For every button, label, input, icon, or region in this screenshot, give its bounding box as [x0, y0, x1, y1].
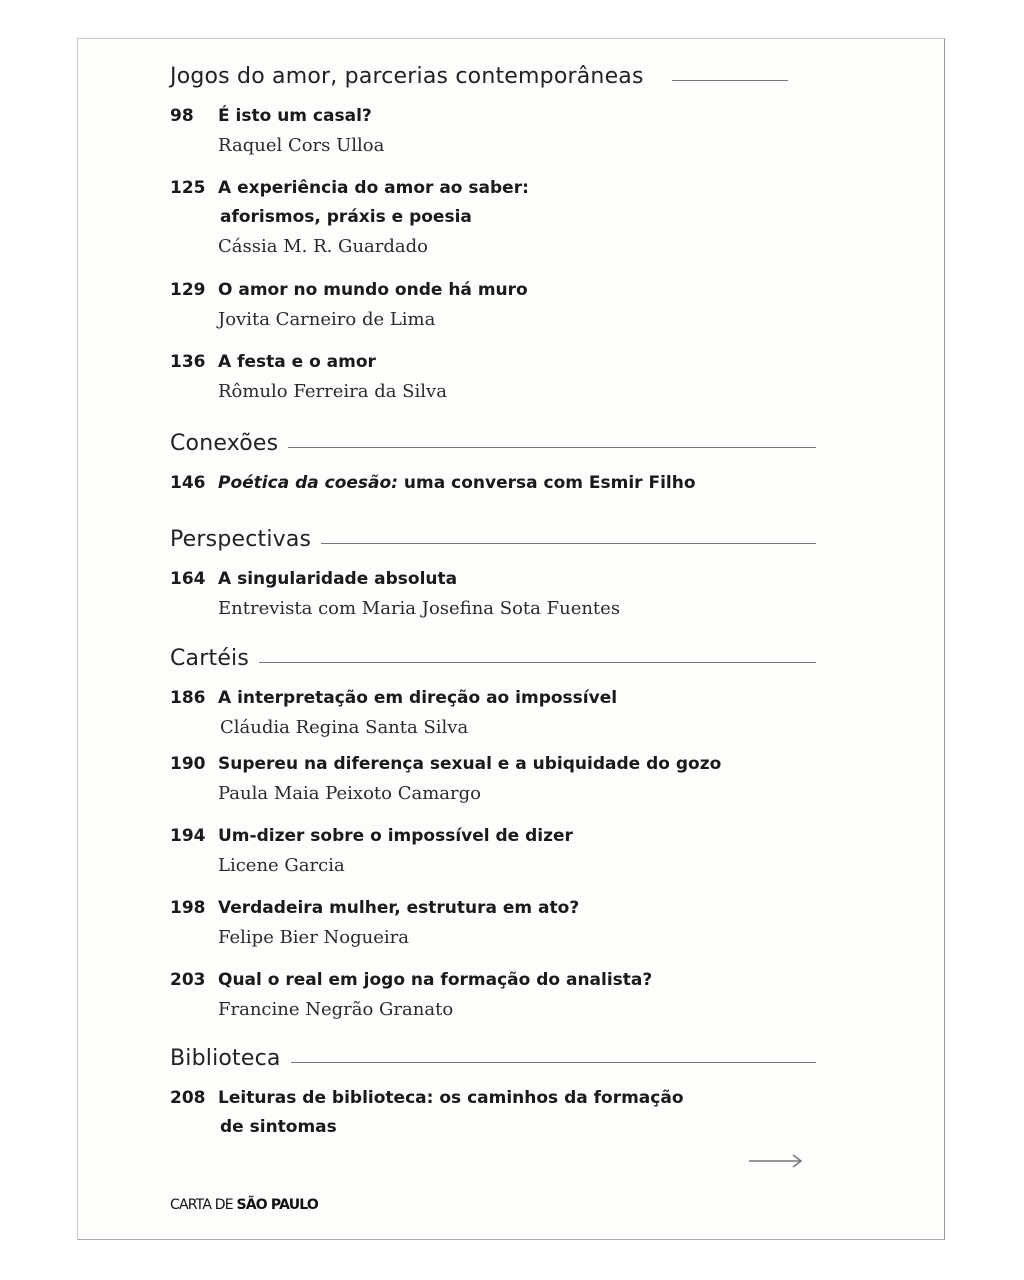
section-rule: [291, 1062, 816, 1063]
entry-author: Paula Maia Peixoto Camargo: [218, 783, 481, 804]
section-title: Biblioteca: [170, 1046, 281, 1071]
section-rule: [321, 543, 816, 544]
page-number: 208: [170, 1088, 206, 1108]
section-jogos-do-amor: [170, 64, 816, 94]
entry-title-line2: de sintomas: [220, 1117, 337, 1137]
logo-text-bold: SÃO PAULO: [236, 1197, 319, 1213]
entry-title: [218, 469, 696, 498]
entry-title-italic: Poética da coesão:: [218, 473, 399, 493]
entry-title: A singularidade absoluta: [218, 569, 458, 589]
page-number: 129: [170, 280, 206, 300]
entry-author: Rômulo Ferreira da Silva: [218, 381, 447, 402]
entry-author: Licene Garcia: [218, 855, 345, 876]
entry-author: Francine Negrão Granato: [218, 999, 454, 1020]
page-number: 125: [170, 178, 206, 198]
entry-title: A interpretação em direção ao impossível: [218, 688, 618, 708]
page-number: 186: [170, 688, 206, 708]
page-number: 198: [170, 898, 206, 918]
section-title: Perspectivas: [170, 527, 312, 552]
page-number: 203: [170, 970, 206, 990]
entry-title: Um-dizer sobre o impossível de dizer: [218, 826, 573, 846]
entry-author: Felipe Bier Nogueira: [218, 927, 409, 948]
section-rule: [259, 662, 816, 663]
section-title: Jogos do amor, parcerias contemporâneas: [170, 64, 644, 89]
entry-title: Verdadeira mulher, estrutura em ato?: [218, 898, 580, 918]
logo-text-light: CARTA DE: [170, 1197, 237, 1213]
arrow-right-icon[interactable]: [748, 1151, 804, 1171]
entry-author: Entrevista com Maria Josefina Sota Fuentes: [218, 598, 621, 619]
entry-title-rest: uma conversa com Esmir Filho: [398, 473, 696, 493]
section-carteis: [170, 646, 816, 676]
entry-author: Raquel Cors Ulloa: [218, 135, 385, 156]
page-number: 194: [170, 826, 206, 846]
document-page: [77, 38, 945, 1240]
section-biblioteca: [170, 1046, 816, 1076]
entry-author: Cláudia Regina Santa Silva: [220, 717, 469, 738]
page-number: 164: [170, 569, 206, 589]
entry-title: A festa e o amor: [218, 352, 376, 372]
entry-title-line1: A experiência do amor ao saber:: [218, 178, 529, 198]
entry-title-line1: Leituras de biblioteca: os caminhos da formação: [218, 1088, 684, 1108]
section-conexoes: [170, 431, 816, 461]
entry-title: Qual o real em jogo na formação do analista?: [218, 970, 653, 990]
carta-de-sao-paulo-logo: [170, 1197, 318, 1213]
entry-title: O amor no mundo onde há muro: [218, 280, 528, 300]
entry-author: Jovita Carneiro de Lima: [218, 309, 436, 330]
page-number: 146: [170, 473, 206, 493]
entry-title: Supereu na diferença sexual e a ubiquidade do gozo: [218, 754, 722, 774]
page-number: 190: [170, 754, 206, 774]
section-title: Conexões: [170, 431, 279, 456]
page-number: 136: [170, 352, 206, 372]
section-rule: [288, 447, 816, 448]
entry-title: É isto um casal?: [218, 106, 372, 126]
section-title: Cartéis: [170, 646, 250, 671]
section-rule: [672, 80, 788, 81]
entry-title-line2: aforismos, práxis e poesia: [220, 207, 472, 227]
page-number: 98: [170, 106, 194, 126]
section-perspectivas: [170, 527, 816, 557]
entry-author: Cássia M. R. Guardado: [218, 236, 428, 257]
